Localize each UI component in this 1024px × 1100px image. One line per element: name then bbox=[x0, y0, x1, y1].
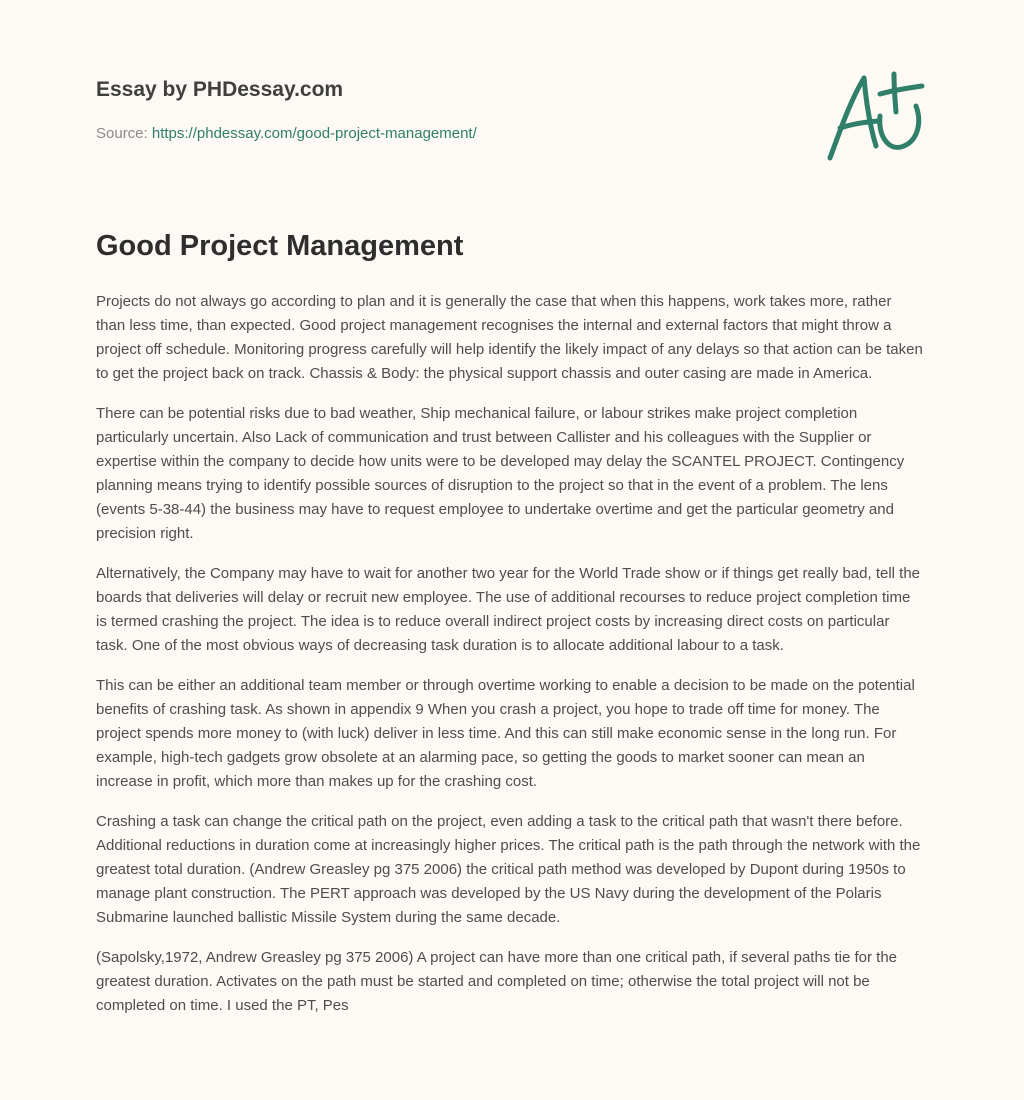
essay-paragraph: Crashing a task can change the critical path on the project, even adding a task to the critical path that wasn't there before. Additional reductions in duration come at increasingly higher prices. The critical path is the path through the network with the greatest total duration. (Andrew Greasley pg 375 2006) the critical path method was developed by Dupont during 1950s to manage plant construction. The PERT approach was developed by the US Navy during the development of the Polaris Submarine launched ballistic Missile System during the same decade. bbox=[96, 813, 921, 926]
essay-content bbox=[96, 226, 924, 1034]
essay-paragraph: This can be either an additional team member or through overtime working to enable a decision to be made on the potential benefits of crashing task. As shown in appendix 9 When you crash a project, you hope to trade off time for money. The project spends more money to (with luck) deliver in less time. And this can still make economic sense in the long run. For example, high-tech gadgets grow obsolete at an alarming pace, so getting the goods to market sooner can mean an increase in profit, which more than makes up for the crashing cost. bbox=[96, 677, 915, 790]
essay-paragraph: (Sapolsky,1972, Andrew Greasley pg 375 2006) A project can have more than one critical path, if several paths tie for the greatest duration. Activates on the path must be started and completed on time; otherwise the total project will not be completed on time. I used the PT, Pes bbox=[96, 949, 898, 1014]
site-title: Essay by PHDessay.com bbox=[96, 78, 344, 101]
source-link[interactable]: https://phdessay.com/good-project-management/ bbox=[151, 125, 477, 142]
a-plus-logo-icon bbox=[820, 66, 930, 166]
essay-paragraph: Alternatively, the Company may have to wait for another two year for the World Trade show or if things get really bad, tell the boards that deliveries will delay or recruit new employee. The use of additional recourses to reduce project completion time is termed crashing the project. The idea is to reduce overall indirect project costs by increasing direct costs on particular task. One of the most obvious ways of decreasing task duration is to allocate additional labour to a task. bbox=[96, 565, 921, 654]
essay-paragraph: Projects do not always go according to plan and it is generally the case that when this happens, work takes more, rather than less time, than expected. Good project management recognises the internal and external factors that might throw a project off schedule. Monitoring progress carefully will help identify the likely impact of any delays so that action can be taken to get the project back on track. Chassis & Body: the physical support chassis and outer casing are made in America. bbox=[96, 293, 923, 382]
source-line bbox=[96, 124, 916, 144]
page-header bbox=[96, 76, 916, 144]
essay-paragraph: There can be potential risks due to bad weather, Ship mechanical failure, or labour strikes make project completion particularly uncertain. Also Lack of communication and trust between Callister and his colleagues with the Supplier or expertise within the company to decide how units were to be developed may delay the SCANTEL PROJECT. Contingency planning means trying to identify possible sources of disruption to the project so that in the event of a problem. The lens (events 5-38-44) the business may have to request employee to undertake overtime and get the particular geometry and precision right. bbox=[96, 405, 905, 542]
source-label: Source: bbox=[96, 125, 148, 142]
essay-title: Good Project Management bbox=[96, 230, 464, 262]
